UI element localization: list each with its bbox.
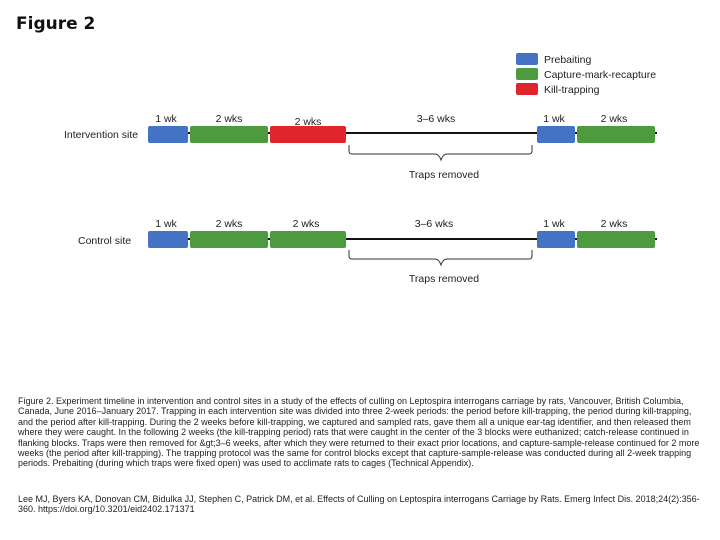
segment-label-intervention-6: 2 wks [600,113,628,125]
segment-label-control-3: 2 wks [292,218,320,230]
legend-swatch-capture-mark-recapture [516,68,538,80]
figure-citation: Lee MJ, Byers KA, Donovan CM, Bidulka JJ, Stephen C, Patrick DM, et al. Effects of Culling on Leptospira interrogans Carriage by Rats. Emerg Infect Dis. 2018;24(2):356-360. https://doi.org/10.3201/eid2402.171371 [18,494,700,515]
intervention-timeline [64,113,657,181]
segment-intervention-5 [537,126,575,143]
segment-control-1 [148,231,188,248]
segment-label-intervention-4: 3–6 wks [416,113,456,125]
segment-control-5 [537,231,575,248]
segment-label-control-1: 1 wk [155,218,177,230]
segment-intervention-6 [577,126,655,143]
segment-intervention-1 [148,126,188,143]
bracket-intervention [349,145,532,160]
segment-label-intervention-2: 2 wks [215,113,243,125]
segment-intervention-2 [190,126,268,143]
segment-intervention-3 [270,126,346,143]
bracket-control [349,250,532,265]
bracket-label-intervention: Traps removed [408,169,480,181]
segment-label-control-6: 2 wks [600,218,628,230]
row-label-control: Control site [78,235,132,247]
legend [516,53,656,96]
segment-label-control-5: 1 wk [543,218,565,230]
row-label-intervention: Intervention site [64,129,139,141]
figure-caption: Figure 2. Experiment timeline in intervention and control sites in a study of the effects of culling on Leptospira interrogans carriage by rats, Vancouver, British Columbia, Canada, June 2016–January 2017. Trapping in each intervention site was divided into three 2-week periods: the period before kill-trapping, the period during kill-trapping, and the period after kill-trapping. During the 2 weeks before kill-trapping, we captured and sampled rats, gave them all a unique ear-tag identifier, and then released them where they were caught. In the following 2 weeks (the kill-trapping period) rats that were caught in the center of the 3 blocks were euthanized; catch-release continued in flanking blocks. Traps were then removed for &gt;3–6 weeks, after which they were returned to their exact prior locations, and capture-sample-release continued for 2 more weeks (the period after kill-trapping). The trapping protocol was the same for control blocks except that capture-sample-release was conducted during all 2-week trapping periods. Prebaiting (during which traps were fixed open) was used to acclimate rats to cages (Technical Appendix). [18,396,700,469]
bracket-label-control: Traps removed [408,273,480,285]
legend-swatch-kill-trapping [516,83,538,95]
legend-swatch-prebaiting [516,53,538,65]
segment-control-2 [190,231,268,248]
figure-title: Figure 2 [16,14,96,34]
segment-label-control-4: 3–6 wks [414,218,454,230]
control-timeline [78,218,657,285]
segment-label-intervention-3: 2 wks [294,116,322,128]
segment-control-3 [270,231,346,248]
legend-label-prebaiting: Prebaiting [544,54,592,66]
segment-label-intervention-1: 1 wk [155,113,177,125]
legend-label-kill-trapping: Kill-trapping [544,84,600,96]
segment-label-control-2: 2 wks [215,218,243,230]
segment-control-6 [577,231,655,248]
segment-label-intervention-5: 1 wk [543,113,565,125]
legend-label-capture-mark-recapture: Capture-mark-recapture [544,69,657,81]
